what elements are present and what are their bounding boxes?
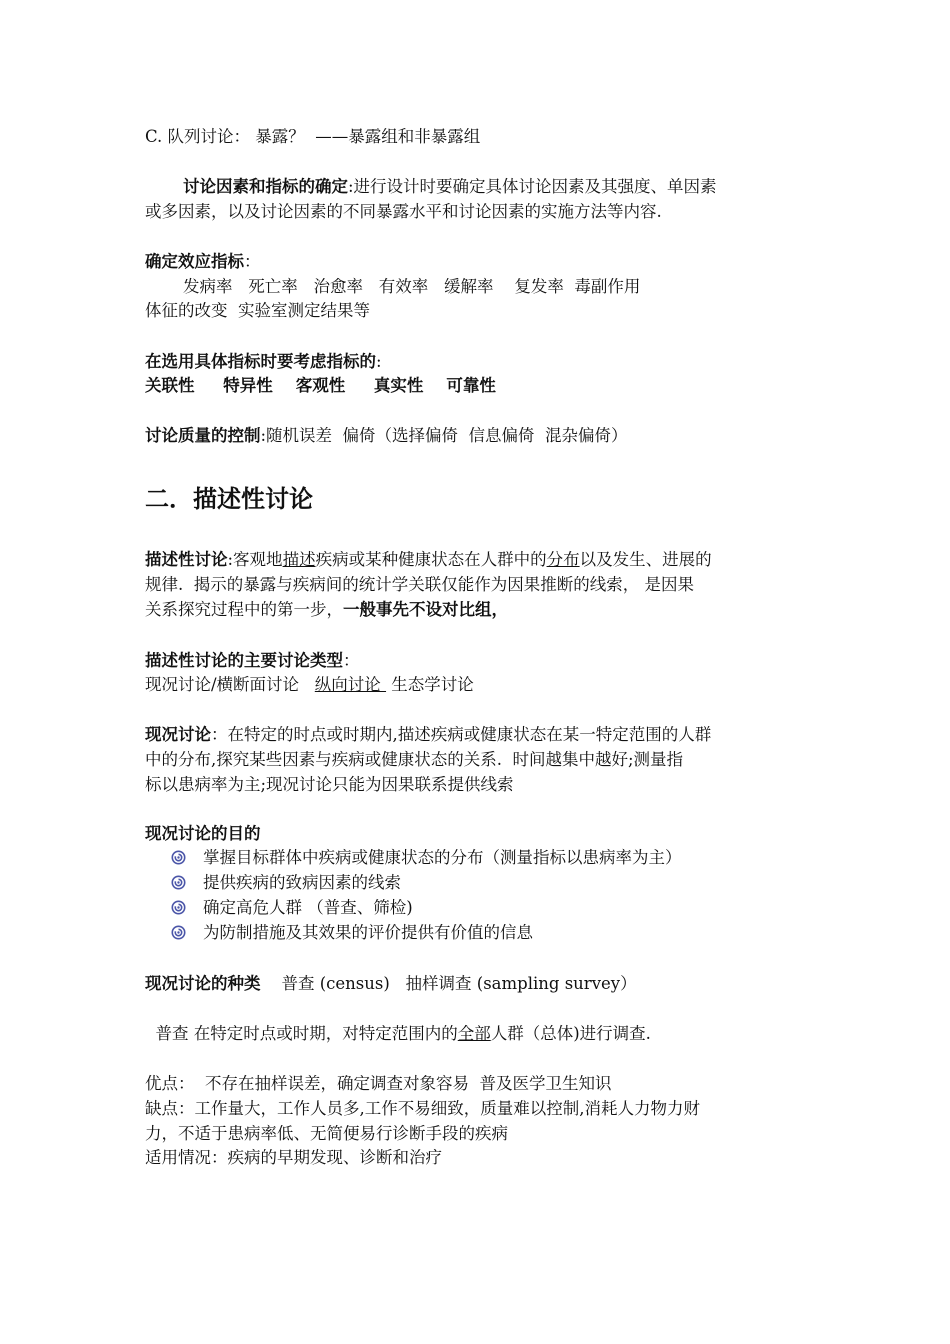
- descriptive-term: 描述性讨论: [145, 550, 228, 569]
- purpose-item: 掌握目标群体中疾病或健康状态的分布（测量指标以患病率为主）: [203, 848, 682, 867]
- descriptive-line3: 关系探究过程中的第一步，一般事先不设对比组，: [145, 600, 508, 619]
- usage-line: 适用情况：疾病的早期发现、诊断和治疗: [145, 1148, 442, 1167]
- current-line1: 现况讨论：在特定的时点或时期内,描述疾病或健康状态在某一特定范围的人群: [145, 725, 712, 744]
- spiral-bullet-icon: [171, 850, 186, 865]
- types-line: 现况讨论/横断面讨论 纵向讨论 生态学讨论: [145, 675, 474, 694]
- descriptive-line1: 描述性讨论:客观地描述疾病或某种健康状态在人群中的分布以及发生、进展的: [145, 550, 712, 569]
- descriptive-line2: 规律. 揭示的暴露与疾病间的统计学关联仅能作为因果推断的线索， 是因果: [145, 575, 694, 594]
- selection-heading-line: 在选用具体指标时要考虑指标的:: [145, 352, 382, 371]
- current-line2: 中的分布,探究某些因素与疾病或健康状态的关系. 时间越集中越好;测量指: [145, 750, 684, 769]
- kinds-line: 现况讨论的种类 普查 (census) 抽样调查 (sampling survey）: [145, 974, 637, 993]
- purpose-item: 确定高危人群 （普查、筛检): [203, 898, 413, 917]
- cons-line1: 缺点：工作量大，工作人员多,工作不易细致，质量难以控制,消耗人力物力财: [145, 1099, 700, 1118]
- spiral-bullet-icon: [171, 875, 186, 890]
- factor-term: 讨论因素和指标的确定: [183, 177, 348, 196]
- factor-paragraph-line1: 讨论因素和指标的确定:进行设计时要确定具体讨论因素及其强度、单因素: [183, 177, 717, 196]
- census-line: 普查 在特定时点或时期，对特定范围内的全部人群（总体)进行调查.: [145, 1024, 651, 1043]
- quality-term: 讨论质量的控制: [145, 426, 261, 445]
- types-heading-line: 描述性讨论的主要讨论类型：: [145, 651, 360, 670]
- purpose-item: 提供疾病的致病因素的线索: [203, 873, 401, 892]
- current-term: 现况讨论: [145, 725, 211, 744]
- kinds-heading: 现况讨论的种类: [145, 974, 261, 993]
- cohort-line: C. 队列讨论： 暴露？ ——暴露组和非暴露组: [145, 127, 481, 146]
- purpose-heading: 现况讨论的目的: [145, 824, 261, 843]
- selection-heading: 在选用具体指标时要考虑指标的: [145, 352, 376, 371]
- effect-heading-line: 确定效应指标：: [145, 252, 261, 271]
- quality-line: 讨论质量的控制:随机误差 偏倚（选择偏倚 信息偏倚 混杂偏倚）: [145, 426, 628, 445]
- pros-line: 优点： 不存在抽样误差，确定调查对象容易 普及医学卫生知识: [145, 1074, 612, 1093]
- effect-items-line2: 体征的改变 实验室测定结果等: [145, 301, 370, 320]
- effect-heading: 确定效应指标: [145, 252, 244, 271]
- purpose-item: 为防制措施及其效果的评价提供有价值的信息: [203, 923, 533, 942]
- cons-line2: 力，不适于患病率低、无简便易行诊断手段的疾病: [145, 1124, 508, 1143]
- spiral-bullet-icon: [171, 900, 186, 915]
- factor-paragraph-line2: 或多因素，以及讨论因素的不同暴露水平和讨论因素的实施方法等内容.: [145, 202, 662, 221]
- section-title: 二．描述性讨论: [145, 484, 313, 513]
- current-line3: 标以患病率为主;现况讨论只能为因果联系提供线索: [145, 775, 514, 794]
- selection-items: 关联性 特异性 客观性 真实性 可靠性: [145, 376, 496, 395]
- types-heading: 描述性讨论的主要讨论类型: [145, 651, 343, 670]
- spiral-bullet-icon: [171, 925, 186, 940]
- effect-items-line1: 发病率 死亡率 治愈率 有效率 缓解率 复发率 毒副作用: [183, 277, 641, 296]
